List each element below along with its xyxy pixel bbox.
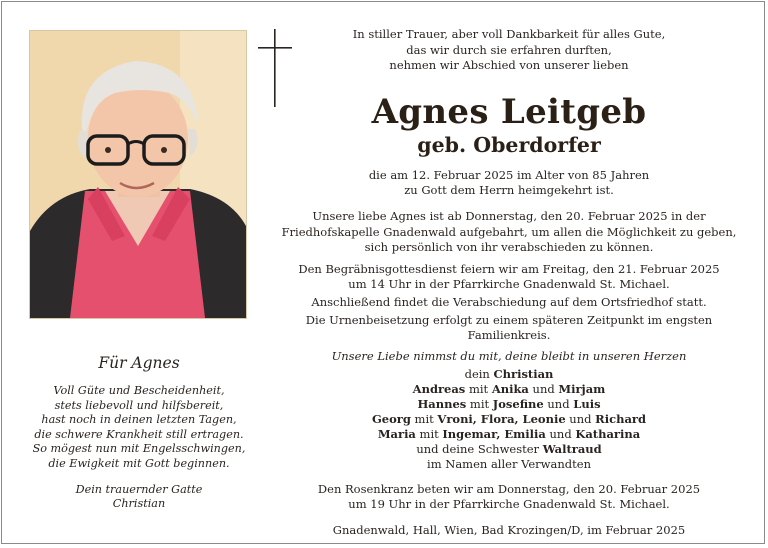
death-notice-line: zu Gott dem Herrn heimgekehrt ist. [404, 183, 614, 198]
funeral-line: um 14 Uhr in der Pfarrkirche Gnadenwald St. Michael. [348, 277, 670, 292]
mourner-line: dein Christian [464, 367, 554, 382]
poem-signature [16, 483, 262, 512]
poem-title: Für Agnes [98, 354, 180, 372]
mourner-line: Georg mit Vroni, Flora, Leonie und Richard [371, 412, 646, 427]
rosary-line: um 19 Uhr in der Pfarrkirche Gnadenwald St. Michael. [348, 497, 670, 512]
viewing-line: Unsere liebe Agnes ist ab Donnerstag, den 20. Februar 2025 in der [312, 208, 706, 223]
viewing-info [264, 209, 754, 256]
portrait-photo [29, 30, 247, 319]
place-and-date: Gnadenwald, Hall, Wien, Bad Krozingen/D, im Februar 2025 [332, 522, 686, 537]
funeral-service-info [264, 262, 754, 293]
mourner-line: im Namen aller Verwandten [427, 456, 591, 471]
announcement-text [264, 27, 754, 538]
intro-text [264, 27, 754, 74]
viewing-line: Friedhofskapelle Gnadenwald aufgebahrt, um allen die Möglichkeit zu geben, [281, 224, 737, 239]
maiden-name: geb. Oberdorfer [417, 132, 601, 157]
urn-info: Die Urnenbeisetzung erfolgt zu einem späteren Zeitpunkt im engsten Familienkreis. [305, 312, 713, 343]
mourner-line: Hannes mit Josefine und Luis [417, 397, 601, 412]
death-notice [264, 168, 754, 199]
poem-line: die Ewigkeit mit Gott beginnen. [48, 456, 230, 470]
funeral-line: Den Begräbnisgottesdienst feiern wir am Freitag, den 21. Februar 2025 [298, 261, 720, 276]
deceased-name: Agnes Leitgeb [371, 91, 647, 132]
poem-line: hast noch in deinen letzten Tagen, [41, 413, 237, 427]
death-notice-line: die am 12. Februar 2025 im Alter von 85 Jahren [368, 167, 650, 182]
memorial-poem [16, 354, 262, 512]
intro-line: In stiller Trauer, aber voll Dankbarkeit für alles Gute, [352, 27, 666, 41]
rosary-info [264, 482, 754, 513]
poem-line: die schwere Krankheit still ertragen. [34, 427, 244, 441]
rosary-line: Den Rosenkranz beten wir am Donnerstag, den 20. Februar 2025 [317, 481, 701, 496]
mourner-line: und deine Schwester Waltraud [416, 441, 602, 456]
viewing-line: sich persönlich von ihr verabschieden zu können. [364, 240, 654, 255]
poem-line: So mögest nun mit Engelsschwingen, [32, 442, 246, 456]
obituary-notice [1, 1, 765, 544]
poem-line: stets liebevoll und hilfsbereit, [54, 398, 224, 412]
poem-line: Voll Güte und Bescheidenheit, [53, 384, 225, 397]
intro-line: nehmen wir Abschied von unserer lieben [389, 58, 629, 73]
mourner-line: Andreas mit Anika und Mirjam [412, 382, 606, 397]
memorial-quote: Unsere Liebe nimmst du mit, deine bleibt in unseren Herzen [331, 348, 687, 363]
signature-line: Christian [112, 497, 166, 511]
mourner-line: Maria mit Ingemar, Emilia und Katharina [377, 426, 641, 441]
mourners-list [264, 367, 754, 471]
farewell-info: Anschließend findet die Verabschiedung auf dem Ortsfriedhof statt. [311, 294, 707, 309]
signature-line: Dein trauernder Gatte [75, 482, 203, 496]
intro-line: das wir durch sie erfahren durften, [406, 42, 612, 57]
